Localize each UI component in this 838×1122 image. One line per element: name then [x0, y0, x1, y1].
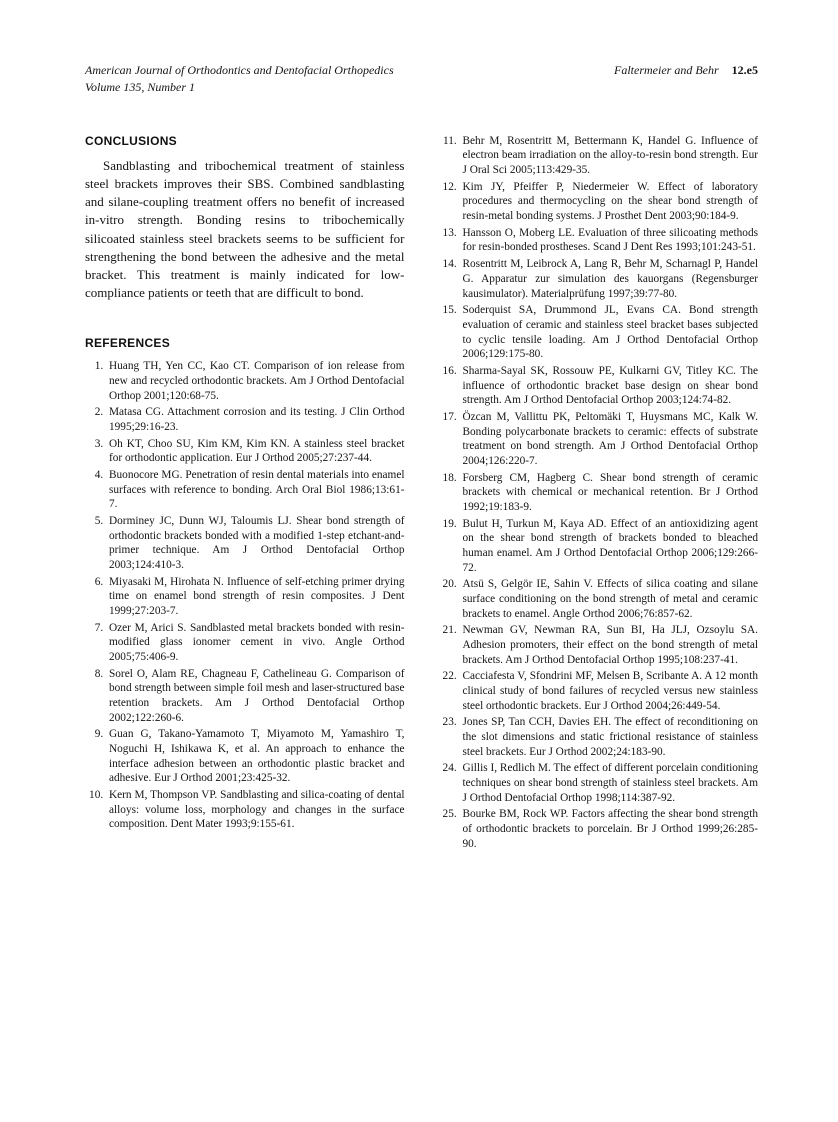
reference-item: 17. Özcan M, Vallittu PK, Peltomäki T, Huysmans MC, Kalk W. Bonding polycarbonate brackets to ceramic: effects of substrate treatment on bond strength. Am J Orthod Dentofacial Orthop 2004;126:220-7. [460, 410, 759, 469]
reference-item: 20. Atsü S, Gelgör IE, Sahin V. Effects of silica coating and silane surface conditioning on the bond strength of metal and ceramic brackets to enamel. Angle Orthod 2006;76:857-62. [460, 577, 759, 621]
right-column [439, 134, 759, 854]
reference-item: 1. Huang TH, Yen CC, Kao CT. Comparison of ion release from new and recycled orthodontic brackets. Am J Orthod Dentofacial Orthop 2001;120:68-75. [106, 359, 405, 403]
header-page-number: 12.e5 [731, 63, 758, 77]
left-column [85, 134, 405, 854]
reference-item: 18. Forsberg CM, Hagberg C. Shear bond strength of ceramic brackets with chemical or mechanical retention. Br J Orthod 1992;19:183-9. [460, 471, 759, 515]
reference-item: 25. Bourke BM, Rock WP. Factors affecting the shear bond strength of orthodontic brackets to porcelain. Br J Orthod 1999;26:285-90. [460, 807, 759, 851]
header-right [614, 62, 758, 79]
reference-item: 2. Matasa CG. Attachment corrosion and its testing. J Clin Orthod 1995;29:16-23. [106, 405, 405, 434]
reference-item: 4. Buonocore MG. Penetration of resin dental materials into enamel surfaces with reference to bonding. Arch Oral Biol 1986;13:61-7. [106, 468, 405, 512]
journal-volume: Volume 135, Number 1 [85, 80, 195, 95]
conclusions-section [85, 134, 405, 303]
references-heading: REFERENCES [85, 336, 171, 351]
header-authors: Faltermeier and Behr [614, 63, 719, 77]
reference-item: 23. Jones SP, Tan CCH, Davies EH. The effect of reconditioning on the slot dimensions and static frictional resistance of stainless steel brackets. Eur J Orthod 2002;24:183-90. [460, 715, 759, 759]
reference-item: 24. Gillis I, Redlich M. The effect of different porcelain conditioning techniques on shear bond strength of stainless steel brackets. Am J Orthod Dentofacial Orthop 1998;114:387-92. [460, 761, 759, 805]
reference-item: 22. Cacciafesta V, Sfondrini MF, Melsen B, Scribante A. A 12 month clinical study of bond failures of recycled versus new stainless steel orthodontic brackets. Eur J Orthod 2004;26:449-54. [460, 669, 759, 713]
reference-item: 10. Kern M, Thompson VP. Sandblasting and silica-coating of dental alloys: volume loss, morphology and changes in the surface composition. Dent Mater 1993;9:155-61. [106, 788, 405, 832]
reference-item: 14. Rosentritt M, Leibrock A, Lang R, Behr M, Scharnagl P, Handel G. Apparatur zur simulation des kauorgans (Regensburger kausimulator). Materialprüfung 1997;39:77-80. [460, 257, 759, 301]
references-section [85, 336, 405, 832]
journal-title: American Journal of Orthodontics and Dentofacial Orthopedics [85, 63, 394, 77]
reference-item: 11. Behr M, Rosentritt M, Bettermann K, Handel G. Influence of electron beam irradiation on the alloy-to-resin bond strength. Eur J Oral Sci 2005;113:429-35. [460, 134, 759, 178]
reference-item: 3. Oh KT, Choo SU, Kim KM, Kim KN. A stainless steel bracket for orthodontic application. Eur J Orthod 2005;27:237-44. [106, 437, 405, 466]
running-header [85, 62, 758, 97]
reference-item: 19. Bulut H, Turkun M, Kaya AD. Effect of an antioxidizing agent on the shear bond strength of brackets bonded to bleached human enamel. Am J Orthod Dentofacial Orthop 2006;129:266-72. [460, 517, 759, 576]
journal-info [85, 62, 394, 97]
reference-item: 9. Guan G, Takano-Yamamoto T, Miyamoto M, Yamashiro T, Noguchi H, Ishikawa K, et al. An approach to enhance the interface adhesion between an orthodontic plastic bracket and adhesive. Eur J Orthod 2001;23:425-32. [106, 727, 405, 786]
reference-item: 5. Dorminey JC, Dunn WJ, Taloumis LJ. Shear bond strength of orthodontic brackets bonded with a modified 1-step etchant-and-primer technique. Am J Orthod Dentofacial Orthop 2003;124:410-3. [106, 514, 405, 573]
reference-item: 12. Kim JY, Pfeiffer P, Niedermeier W. Effect of laboratory procedures and thermocycling on the shear bond strength of resin-metal bonding systems. J Prosthet Dent 2003;90:184-9. [460, 180, 759, 224]
reference-item: 16. Sharma-Sayal SK, Rossouw PE, Kulkarni GV, Titley KC. The influence of orthodontic bracket base design on shear bond strength. Am J Orthod Dentofacial Orthop 2003;124:74-82. [460, 364, 759, 408]
reference-item: 21. Newman GV, Newman RA, Sun BI, Ha JLJ, Ozsoylu SA. Adhesion promoters, their effect on the bond strength of metal brackets. Am J Orthod Dentofacial Orthop 1995;108:237-41. [460, 623, 759, 667]
reference-item: 15. Soderquist SA, Drummond JL, Evans CA. Bond strength evaluation of ceramic and stainless steel bracket bases subjected to cyclic tensile loading. Am J Orthod Dentofacial Orthop 2006;129:175-80. [460, 303, 759, 362]
reference-item: 13. Hansson O, Moberg LE. Evaluation of three silicoating methods for resin-bonded prostheses. Scand J Dent Res 1993;101:243-51. [460, 226, 759, 255]
reference-item: 6. Miyasaki M, Hirohata N. Influence of self-etching primer drying time on enamel bond strength of resin composites. J Dent 1999;27:203-7. [106, 575, 405, 619]
reference-item: 7. Ozer M, Arici S. Sandblasted metal brackets bonded with resin-modified glass ionomer cement in vivo. Angle Orthod 2005;75:406-9. [106, 621, 405, 665]
references-list-right [439, 134, 759, 852]
two-column-body [85, 134, 758, 854]
conclusions-paragraph: Sandblasting and tribochemical treatment of stainless steel brackets improves their SBS. Combined sandblasting and silane-coupling treatment offers no benefit of increased in-vitro strength. Bonding resins to tribochemically silicoated stainless steel brackets seems to be sufficient for strengthening the bond between the adhesive and the metal bracket. This treatment is mainly indicated for low-compliance patients or teeth that are difficult to bond. [85, 157, 405, 301]
reference-item: 8. Sorel O, Alam RE, Chagneau F, Cathelineau G. Comparison of bond strength between simple foil mesh and laser-structured base retention brackets. Am J Orthod Dentofacial Orthop 2002;122:260-6. [106, 667, 405, 726]
references-list-left [85, 359, 405, 832]
conclusions-heading: CONCLUSIONS [85, 133, 177, 148]
